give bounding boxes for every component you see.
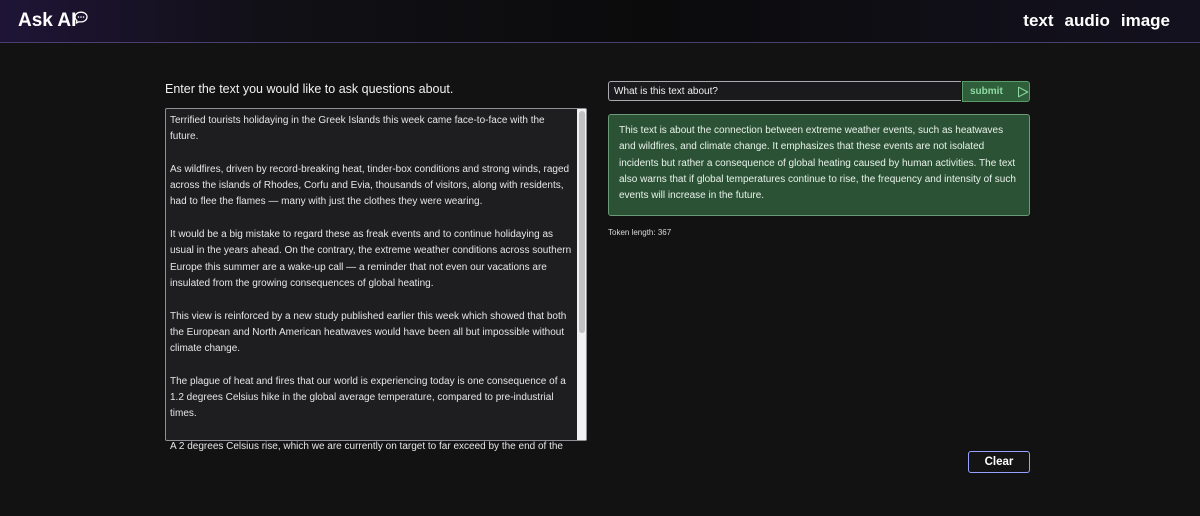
answer-panel: This text is about the connection between extreme weather events, such as heatwaves and wildfires, and climate change. It emphasizes that these events are not isolated incidents but rather a consequence of global heating caused by human activities. The text also warns that if global temperatures continue to rise, the frequency and intensity of such events will increase in the future. <box>608 114 1030 216</box>
nav-text[interactable]: text <box>1023 11 1054 30</box>
source-text-area[interactable] <box>165 108 587 452</box>
source-text-content[interactable]: Terrified tourists holidaying in the Greek Islands this week came face-to-face with the future. As wildfires, driven by record-breaking heat, tinder-box conditions and strong winds, raged across the islands of Rhodes, Corfu and Evia, thousands of visitors, along with residents, had to flee the flames — many with just the clothes they were wearing. It would be a big mistake to regard these as freak events and to continue holidaying as usual in the years ahead. On the contrary, the extreme weather conditions across southern Europe this summer are a wake-up call — a reminder that not even our vacations are insulated from the growing consequences of global heating. This view is reinforced by a new study published earlier this week which showed that both the European and North American heatwaves would have been all but impossible without climate change. The plague of heat and fires that our world is experiencing today is one consequence of a 1.2 degrees Celsius hike in the global average temperature, compared to pre-industrial times. A 2 degrees Celsius rise, which we are currently on target to far exceed by the end of the <box>170 115 572 452</box>
clear-button[interactable]: Clear <box>968 451 1030 473</box>
submit-label: submit <box>970 86 1003 97</box>
nav-audio[interactable]: audio <box>1064 11 1110 30</box>
token-length: Token length: 367 <box>608 228 672 237</box>
source-text-label: Enter the text you would like to ask questions about. <box>165 82 454 96</box>
nav-image[interactable]: image <box>1120 11 1170 30</box>
resize-handle[interactable] <box>577 431 586 440</box>
send-arrow-icon <box>1017 86 1029 98</box>
top-nav <box>1023 11 1170 31</box>
question-input[interactable] <box>608 81 961 101</box>
scrollbar-thumb[interactable] <box>579 111 585 333</box>
app-header <box>0 0 1200 43</box>
chat-bubble-icon <box>73 10 89 26</box>
app-title: Ask AI <box>18 10 77 31</box>
scrollbar-track[interactable] <box>577 109 586 440</box>
submit-button[interactable] <box>962 81 1030 102</box>
